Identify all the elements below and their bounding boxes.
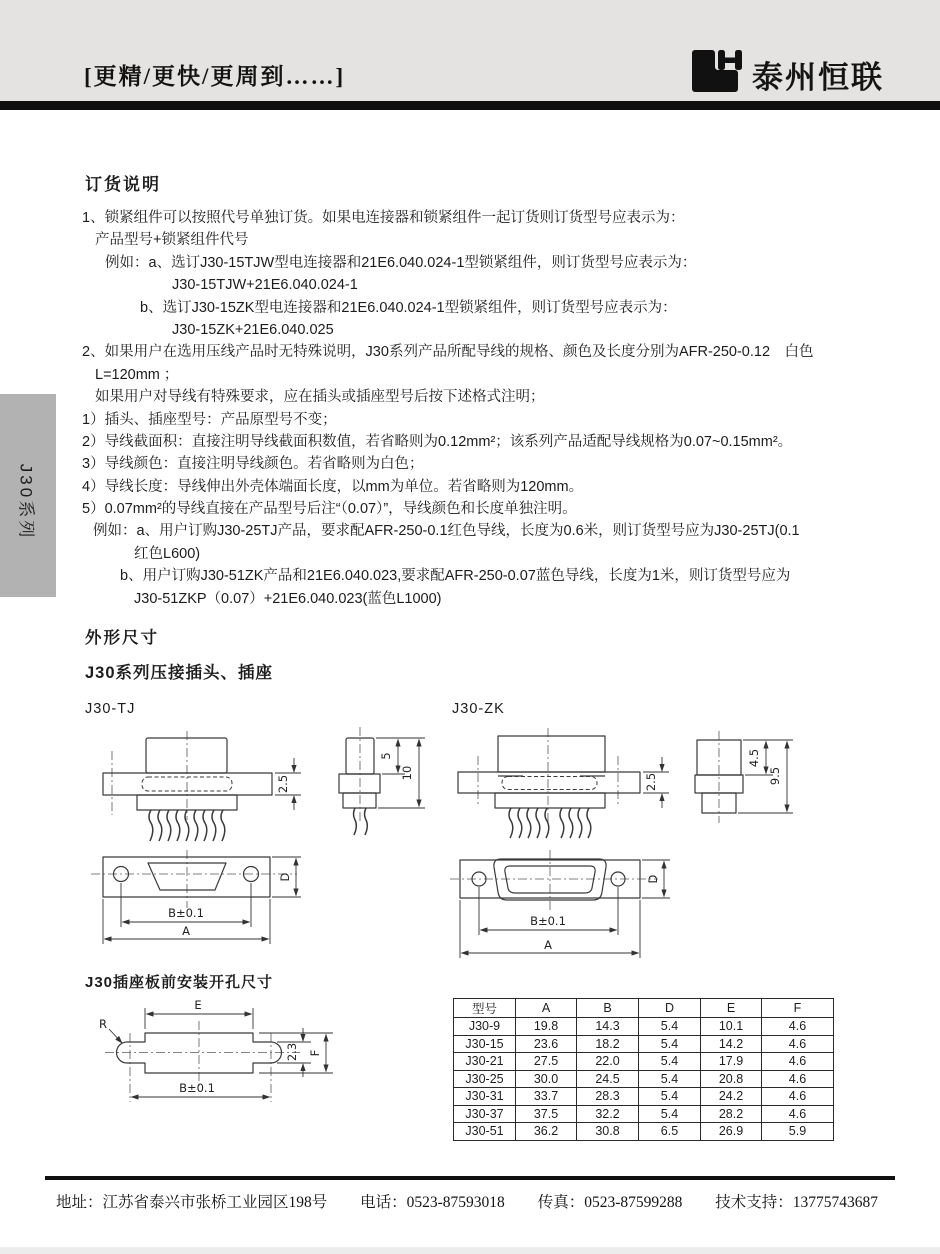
- cell: 4.6: [762, 1053, 834, 1071]
- footer: [56, 1190, 907, 1212]
- dim-label-cut-f: F: [308, 1049, 322, 1057]
- zk-side-view: [458, 728, 669, 838]
- cell: J30-37: [454, 1105, 516, 1123]
- ordering-line: b、选订J30-15ZK型电连接器和21E6.040.024-1型锁紧组件，则订货型号应表示为：: [140, 299, 677, 316]
- cell: 33.7: [516, 1088, 577, 1106]
- ordering-line: 2、如果用户在选用压线产品时无特殊说明，J30系列产品所配导线的规格、颜色及长度分别为AFR-250-0.12 白色: [82, 344, 814, 361]
- ordering-line: 5）0.07mm²的导线直接在产品型号后注“（0.07）”，导线颜色和长度单独注明。: [82, 501, 577, 518]
- col-header: 型号: [454, 999, 516, 1018]
- cutout-drawing: [85, 995, 435, 1140]
- ordering-line: 例如：a、用户订购J30-25TJ产品，要求配AFR-250-0.1红色导线，长度为0.6米，则订货型号应为J30-25TJ(0.1: [93, 523, 800, 540]
- ordering-line: 3）导线颜色：直接注明导线颜色。若省略则为白色；: [82, 456, 424, 473]
- dim-label-zk-h2: 9.5: [768, 766, 782, 786]
- cell: 5.9: [762, 1123, 834, 1141]
- ordering-line: 红色L600): [134, 545, 201, 562]
- table-row: [454, 1070, 834, 1088]
- cell: 17.9: [701, 1053, 762, 1071]
- dim-label-tj-flange: 2.5: [276, 774, 290, 794]
- cell: 19.8: [516, 1018, 577, 1036]
- dimension-table: [453, 998, 834, 1141]
- dim-label-zk-flange: 2.5: [644, 772, 658, 792]
- ordering-line: 产品型号+锁紧组件代号: [95, 232, 249, 249]
- col-header: A: [516, 999, 577, 1018]
- ordering-line: 4）导线长度：导线伸出外壳体端面长度，以mm为单位。若省略则为120mm。: [82, 478, 584, 495]
- footer-fax: 传真：0523-87599288: [537, 1194, 683, 1211]
- cell: 27.5: [516, 1053, 577, 1071]
- cell: 24.5: [577, 1070, 639, 1088]
- ordering-line: b、用户订购J30-51ZK产品和21E6.040.023,要求配AFR-250-0.07蓝色导线，长度为1米，则订货型号应为: [120, 568, 791, 585]
- table-row: [454, 1105, 834, 1123]
- zk-side-drawing: [455, 723, 840, 848]
- dim-label-cut-e: E: [194, 998, 202, 1012]
- cell: 5.4: [639, 1070, 701, 1088]
- ordering-line: 如果用户对导线有特殊要求，应在插头或插座型号后按下述格式注明；: [95, 389, 545, 406]
- ordering-line: 2）导线截面积：直接注明导线截面积数值，若省略则为0.12mm²；该系列产品适配导线规格为0.07~0.15mm²。: [82, 433, 793, 450]
- footer-address: 地址：江苏省泰兴市张桥工业园区198号: [56, 1194, 328, 1211]
- cell: 10.1: [701, 1018, 762, 1036]
- ordering-line: L=120mm ；: [95, 366, 179, 383]
- cell: 4.6: [762, 1035, 834, 1053]
- brand-name: 泰州恒联: [752, 60, 884, 95]
- zk-wires: [509, 808, 591, 838]
- cell: J30-15: [454, 1035, 516, 1053]
- cell: 14.3: [577, 1018, 639, 1036]
- cell: 20.8: [701, 1070, 762, 1088]
- series-side-tab-label: J30系列: [16, 463, 36, 541]
- footer-phone: 电话：0523-87593018: [360, 1194, 505, 1211]
- cell: J30-9: [454, 1018, 516, 1036]
- dim-label-zk-h1: 4.5: [747, 748, 761, 768]
- cell: 4.6: [762, 1070, 834, 1088]
- cell: 6.5: [639, 1123, 701, 1141]
- header-band: [0, 0, 940, 101]
- cell: 28.2: [701, 1105, 762, 1123]
- cell: 26.9: [701, 1123, 762, 1141]
- cell: 30.8: [577, 1123, 639, 1141]
- col-header: D: [639, 999, 701, 1018]
- zk-drawing-label: J30-ZK: [452, 701, 505, 717]
- ordering-line: 1）插头、插座型号：产品原型号不变；: [82, 411, 337, 428]
- cell: 32.2: [577, 1105, 639, 1123]
- cell: J30-31: [454, 1088, 516, 1106]
- outline-subtitle: J30系列压接插头、插座: [85, 664, 274, 682]
- cell: 4.6: [762, 1105, 834, 1123]
- cell: 5.4: [639, 1053, 701, 1071]
- cell: J30-25: [454, 1070, 516, 1088]
- cell: 14.2: [701, 1035, 762, 1053]
- cell: 5.4: [639, 1035, 701, 1053]
- cell: 37.5: [516, 1105, 577, 1123]
- table-row: [454, 1088, 834, 1106]
- company-logo-icon: [688, 46, 746, 98]
- zk-front-drawing: [450, 850, 840, 970]
- header-divider-bar: [0, 101, 940, 110]
- cell: 5.4: [639, 1105, 701, 1123]
- table-row: [454, 1018, 834, 1036]
- dim-label-tj-h2: 10: [400, 765, 414, 781]
- page-bottom-edge: [0, 1247, 940, 1254]
- cell: 4.6: [762, 1088, 834, 1106]
- header-slogan: [更精/更快/更周到……]: [84, 64, 346, 89]
- cell: 4.6: [762, 1018, 834, 1036]
- footer-support: 技术支持：13775743687: [715, 1194, 878, 1211]
- dim-label-tj-front-a: A: [182, 924, 190, 938]
- cell: 22.0: [577, 1053, 639, 1071]
- tj-profile-view: [339, 727, 425, 835]
- cell: 23.6: [516, 1035, 577, 1053]
- col-header: E: [701, 999, 762, 1018]
- dim-label-tj-front-d: D: [278, 872, 292, 882]
- dim-label-cut-b: B±0.1: [179, 1081, 215, 1095]
- cutout-title: J30插座板前安装开孔尺寸: [85, 974, 274, 991]
- col-header: B: [577, 999, 639, 1018]
- table-row: [454, 1035, 834, 1053]
- series-side-tab: [0, 394, 56, 597]
- cell: 28.3: [577, 1088, 639, 1106]
- dim-label-tj-h1: 5: [379, 752, 393, 760]
- table-header-row: [454, 999, 834, 1018]
- table-row: [454, 1053, 834, 1071]
- table-row: [454, 1123, 834, 1141]
- zk-profile-view: [695, 731, 793, 823]
- tj-wires: [149, 810, 225, 841]
- cell: 5.4: [639, 1018, 701, 1036]
- ordering-line: 例如：a、选订J30-15TJW型电连接器和21E6.040.024-1型锁紧组件，则订货型号应表示为：: [105, 254, 697, 271]
- ordering-line: J30-51ZKP（0.07）+21E6.040.023(蓝色L1000): [134, 590, 442, 607]
- cell: 36.2: [516, 1123, 577, 1141]
- dim-label-cut-r: R: [99, 1017, 107, 1031]
- tj-side-view: [103, 731, 301, 841]
- tj-side-drawing: [85, 723, 445, 848]
- cell: J30-51: [454, 1123, 516, 1141]
- dim-label-tj-front-b: B±0.1: [168, 906, 204, 920]
- ordering-text-block: [82, 207, 928, 610]
- footer-divider-bar: [45, 1176, 895, 1180]
- cell: J30-21: [454, 1053, 516, 1071]
- dim-label-zk-front-d: D: [646, 874, 660, 884]
- tj-front-drawing: [85, 850, 445, 965]
- ordering-line: 1、锁紧组件可以按照代号单独订货。如果电连接器和锁紧组件一起订货则订货型号应表示为：: [82, 210, 685, 226]
- ordering-line: J30-15TJW+21E6.040.024-1: [172, 277, 358, 294]
- ordering-line: J30-15ZK+21E6.040.025: [172, 321, 334, 338]
- cell: 30.0: [516, 1070, 577, 1088]
- ordering-title: 订货说明: [85, 175, 161, 194]
- cell: 18.2: [577, 1035, 639, 1053]
- tj-drawing-label: J30-TJ: [85, 701, 136, 717]
- cell: 24.2: [701, 1088, 762, 1106]
- outline-title: 外形尺寸: [85, 629, 159, 647]
- col-header: F: [762, 999, 834, 1018]
- cell: 5.4: [639, 1088, 701, 1106]
- dim-label-cut-h: 2.3: [285, 1042, 299, 1062]
- dim-label-zk-front-b: B±0.1: [530, 914, 566, 928]
- dim-label-zk-front-a: A: [544, 938, 552, 952]
